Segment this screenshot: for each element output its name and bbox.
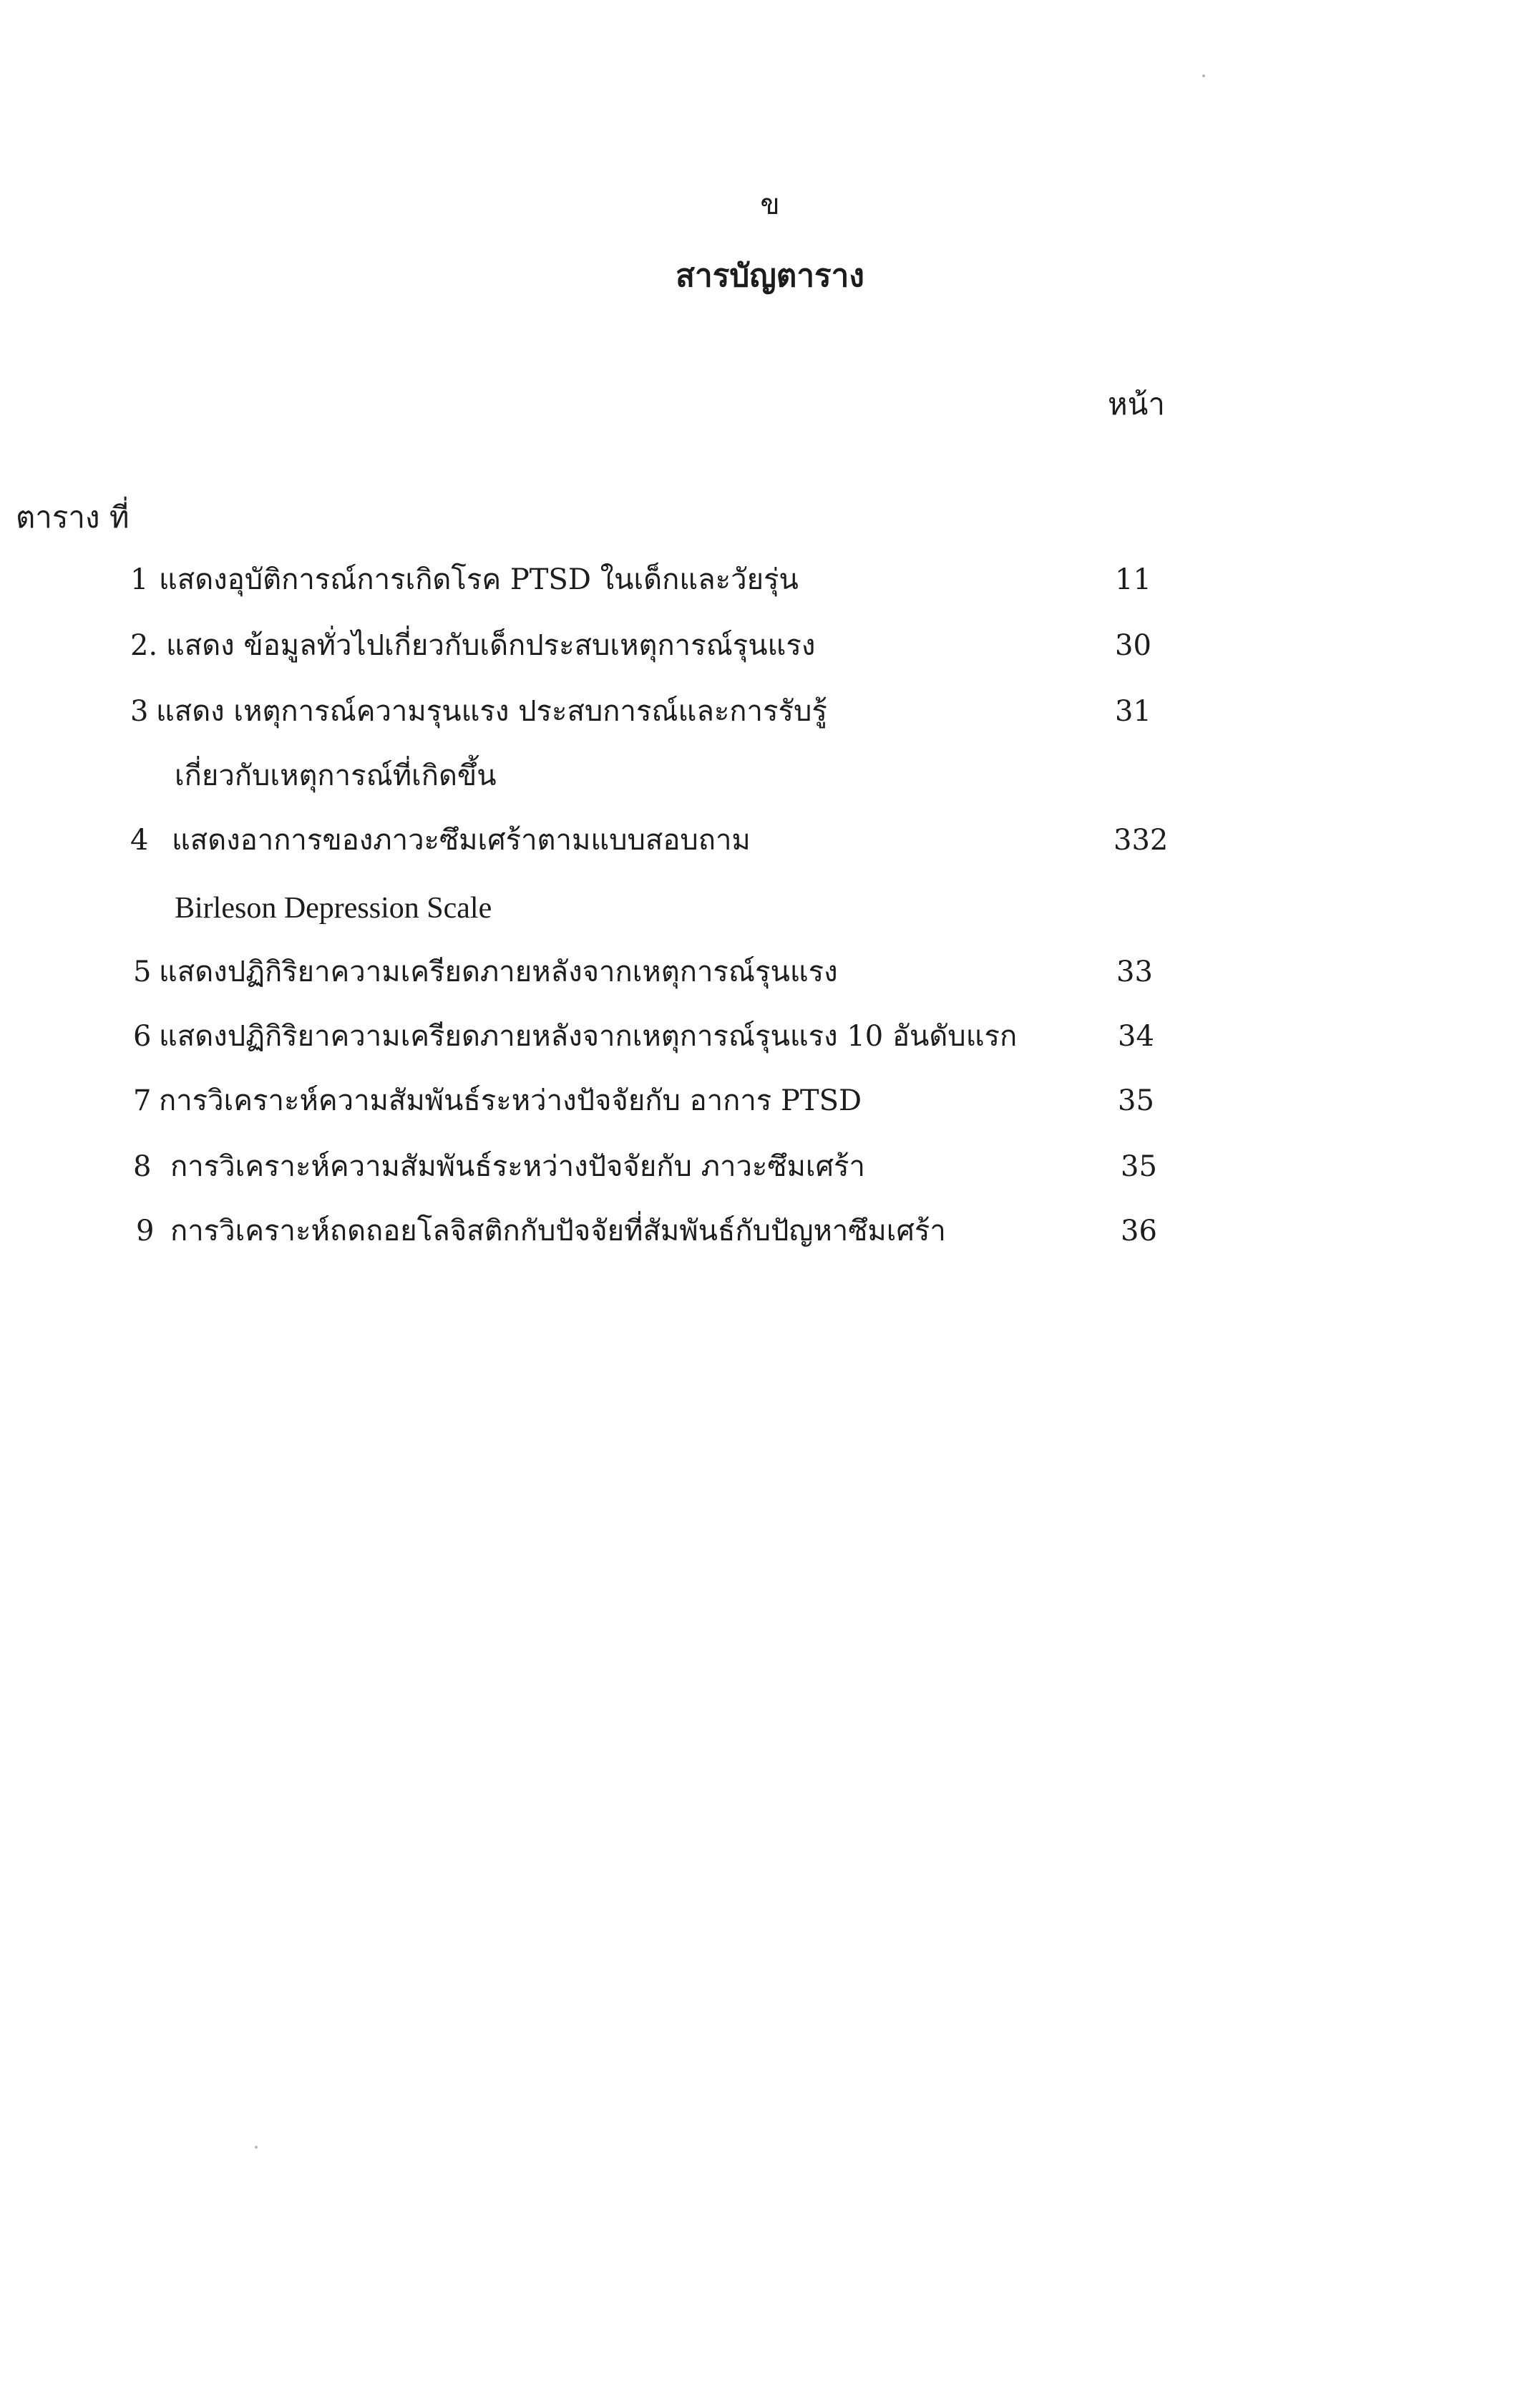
entry-number: 6 — [133, 1020, 152, 1053]
entry-title-continuation: Birleson Depression Scale — [175, 892, 492, 925]
entry-number: 7 — [133, 1084, 152, 1117]
entry-number: 3 — [130, 695, 149, 728]
entry-title: แสดงอุบัติการณ์การเกิดโรค PTSD ในเด็กและวัยรุ่น — [159, 563, 799, 596]
scan-speck — [1202, 74, 1205, 77]
scan-speck — [255, 2146, 258, 2149]
page-title: สารบัญตาราง — [676, 258, 864, 294]
entry-number: 8 — [133, 1150, 152, 1183]
entry-number: 9 — [136, 1215, 155, 1248]
entry-number: 4 — [130, 824, 149, 857]
entry-title: การวิเคราะห์ถดถอยโลจิสติกกับปัจจัยที่สัมพันธ์กับปัญหาซึมเศร้า — [170, 1215, 946, 1248]
entry-page-number: 31 — [1115, 695, 1151, 728]
entry-number: 1 — [130, 563, 149, 596]
entry-page-number: 34 — [1118, 1020, 1154, 1053]
entry-title: แสดง ข้อมูลทั่วไปเกี่ยวกับเด็กประสบเหตุการณ์รุนแรง — [166, 629, 816, 662]
entry-number: 5 — [133, 956, 152, 988]
entry-number: 2. — [130, 629, 158, 662]
entry-page-number: 36 — [1121, 1215, 1157, 1248]
page-column-label: หน้า — [1108, 386, 1165, 422]
entry-title: การวิเคราะห์ความสัมพันธ์ระหว่างปัจจัยกับ อาการ PTSD — [159, 1084, 862, 1117]
entry-title: แสดงอาการของภาวะซึมเศร้าตามแบบสอบถาม — [172, 824, 751, 857]
entry-page-number: 30 — [1115, 629, 1151, 662]
entry-title: การวิเคราะห์ความสัมพันธ์ระหว่างปัจจัยกับ ภาวะซึมเศร้า — [170, 1150, 865, 1183]
entry-page-number: 35 — [1121, 1150, 1157, 1183]
entry-title: แสดงปฏิกิริยาความเครียดภายหลังจากเหตุการณ์รุนแรง — [159, 956, 838, 988]
entry-page-number: 332 — [1113, 824, 1169, 857]
entry-title: แสดง เหตุการณ์ความรุนแรง ประสบการณ์และการรับรู้ — [156, 695, 827, 728]
entry-title: แสดงปฏิกิริยาความเครียดภายหลังจากเหตุการณ์รุนแรง 10 อันดับแรก — [159, 1020, 1018, 1053]
page-number-mark: ข — [760, 188, 780, 221]
table-column-label: ตาราง ที่ — [16, 500, 130, 535]
entry-page-number: 33 — [1116, 956, 1153, 988]
entry-page-number: 35 — [1118, 1084, 1154, 1117]
entry-title-continuation: เกี่ยวกับเหตุการณ์ที่เกิดขึ้น — [175, 759, 497, 792]
entry-page-number: 11 — [1115, 563, 1151, 596]
